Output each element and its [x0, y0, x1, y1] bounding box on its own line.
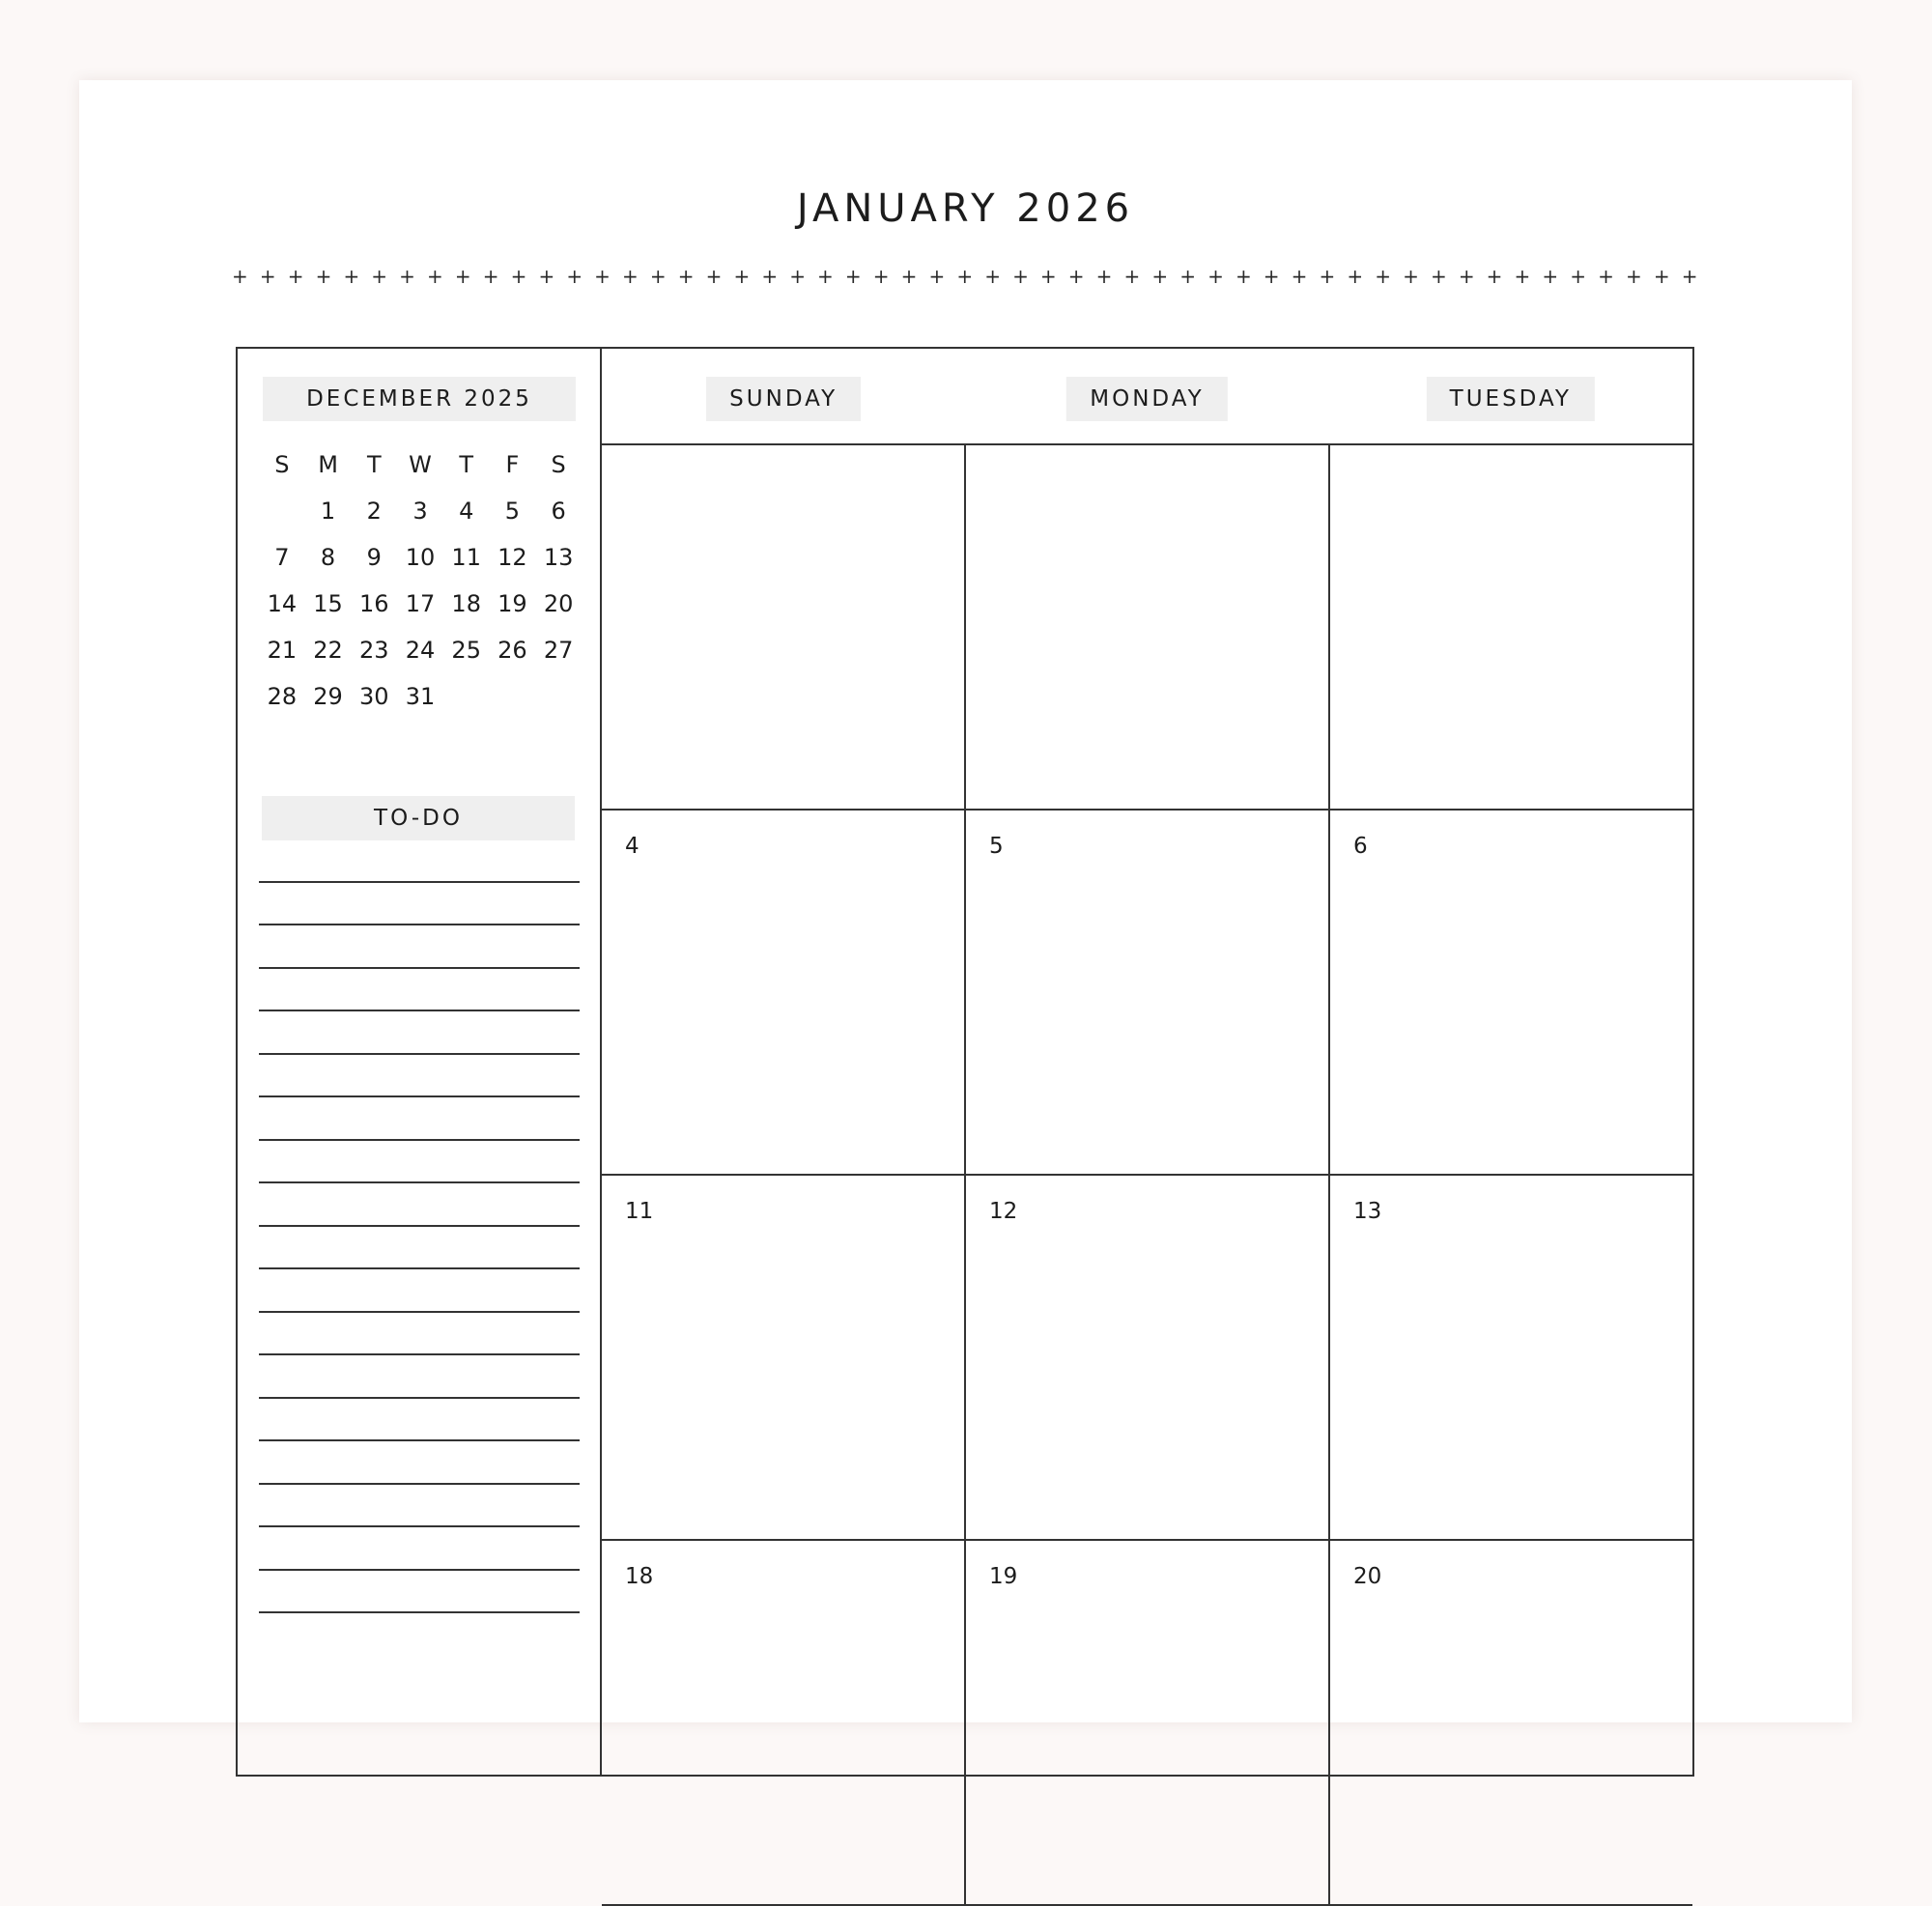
plus-icon: +	[399, 265, 415, 288]
plus-icon: +	[622, 265, 639, 288]
plus-icon: +	[1123, 265, 1141, 288]
todo-title: TO-DO	[262, 796, 575, 840]
mini-date: 7	[274, 544, 290, 571]
mini-date: 27	[543, 637, 574, 664]
mini-date: 8	[320, 544, 336, 571]
todo-line[interactable]	[259, 969, 580, 1012]
mini-date: 13	[543, 544, 574, 571]
todo-line[interactable]	[259, 1183, 580, 1227]
plus-icon: +	[1486, 265, 1503, 288]
plus-icon: +	[789, 265, 806, 288]
plus-icon: +	[454, 265, 471, 288]
plus-icon: +	[649, 265, 667, 288]
todo-line[interactable]	[259, 1141, 580, 1184]
mini-weekday-label: W	[409, 451, 432, 478]
todo-line[interactable]	[259, 1355, 580, 1399]
plus-icon: +	[1653, 265, 1670, 288]
mini-date: 20	[543, 590, 574, 617]
todo-line[interactable]	[259, 1097, 580, 1141]
plus-icon: +	[510, 265, 527, 288]
day-number: 19	[989, 1564, 1018, 1589]
planner-frame	[236, 347, 1694, 1777]
mini-date: 4	[459, 498, 474, 525]
todo-line[interactable]	[259, 1485, 580, 1528]
mini-date: 26	[497, 637, 527, 664]
mini-date: 22	[313, 637, 343, 664]
week-rows	[602, 445, 1692, 1906]
mini-weekday-label: S	[551, 451, 566, 478]
day-cell[interactable]	[966, 1541, 1330, 1904]
weekday-label: TUESDAY	[1427, 377, 1595, 421]
mini-date: 17	[405, 590, 436, 617]
plus-icon: +	[872, 265, 890, 288]
mini-date: 30	[359, 683, 389, 710]
plus-icon: +	[1067, 265, 1085, 288]
mini-date: 25	[451, 637, 481, 664]
plus-icon: +	[1235, 265, 1252, 288]
planner-page	[79, 80, 1852, 1722]
plus-icon: +	[1570, 265, 1587, 288]
mini-date: 3	[412, 498, 428, 525]
mini-date: 15	[313, 590, 343, 617]
mini-date: 19	[497, 590, 527, 617]
week-row	[602, 1176, 1692, 1541]
todo-line[interactable]	[259, 1527, 580, 1571]
mini-date: 11	[451, 544, 481, 571]
mini-date: 1	[320, 498, 336, 525]
sidebar	[238, 349, 602, 1775]
mini-weekday-label: T	[459, 451, 474, 478]
plus-icon: +	[733, 265, 751, 288]
day-cell[interactable]	[602, 1541, 966, 1904]
day-cell[interactable]	[1330, 1541, 1692, 1904]
todo-line[interactable]	[259, 1269, 580, 1313]
plus-icon: +	[844, 265, 862, 288]
plus-icon: +	[259, 265, 276, 288]
day-number: 6	[1353, 834, 1368, 859]
todo-line[interactable]	[259, 1399, 580, 1442]
month-calendar	[602, 349, 1692, 1775]
day-cell[interactable]	[966, 445, 1330, 809]
day-number: 5	[989, 834, 1004, 859]
plus-icon: +	[427, 265, 443, 288]
mini-calendar-title: DECEMBER 2025	[263, 377, 576, 421]
mini-weekday-label: M	[318, 451, 338, 478]
weekday-header-row	[602, 349, 1692, 445]
plus-icon: +	[1681, 265, 1698, 288]
plus-icon: +	[1039, 265, 1057, 288]
plus-icon: +	[1291, 265, 1308, 288]
day-cell[interactable]	[966, 811, 1330, 1174]
mini-date: 24	[405, 637, 436, 664]
plus-icon: +	[1375, 265, 1391, 288]
week-row	[602, 811, 1692, 1176]
todo-line[interactable]	[259, 1055, 580, 1098]
page-title: JANUARY 2026	[796, 186, 1135, 231]
mini-weekday-label: F	[505, 451, 520, 478]
plus-icon: +	[594, 265, 611, 288]
plus-icon: +	[705, 265, 723, 288]
day-cell[interactable]	[602, 445, 966, 809]
plus-icon: +	[956, 265, 974, 288]
plus-icon: +	[900, 265, 918, 288]
mini-date: 16	[359, 590, 389, 617]
plus-icon: +	[482, 265, 499, 288]
day-cell[interactable]	[602, 811, 966, 1174]
plus-icon: +	[232, 265, 248, 288]
plus-icon: +	[315, 265, 332, 288]
decorative-plus-divider	[232, 262, 1698, 291]
todo-line[interactable]	[259, 883, 580, 926]
mini-date: 23	[359, 637, 389, 664]
plus-icon: +	[287, 265, 304, 288]
weekday-header	[965, 349, 1328, 443]
day-number: 20	[1353, 1564, 1382, 1589]
mini-date: 18	[451, 590, 481, 617]
day-number: 11	[625, 1199, 654, 1224]
plus-icon: +	[1625, 265, 1642, 288]
mini-weekday-label: T	[366, 451, 382, 478]
weekday-label: SUNDAY	[706, 377, 861, 421]
plus-icon: +	[371, 265, 388, 288]
todo-line[interactable]	[259, 925, 580, 969]
todo-line[interactable]	[259, 1313, 580, 1356]
week-row	[602, 445, 1692, 811]
todo-list	[259, 839, 580, 1613]
plus-icon: +	[1598, 265, 1614, 288]
day-cell[interactable]	[1330, 811, 1692, 1174]
day-cell[interactable]	[1330, 445, 1692, 809]
plus-icon: +	[928, 265, 946, 288]
plus-icon: +	[1263, 265, 1280, 288]
mini-date: 31	[405, 683, 436, 710]
mini-date: 28	[267, 683, 298, 710]
day-cell[interactable]	[602, 1176, 966, 1539]
plus-icon: +	[1430, 265, 1447, 288]
mini-date: 14	[267, 590, 298, 617]
mini-date: 9	[366, 544, 382, 571]
mini-weekday-label: S	[274, 451, 290, 478]
plus-icon: +	[817, 265, 834, 288]
plus-icon: +	[1095, 265, 1113, 288]
plus-icon: +	[984, 265, 1001, 288]
mini-date: 21	[267, 637, 298, 664]
weekday-label: MONDAY	[1066, 377, 1227, 421]
plus-icon: +	[1542, 265, 1559, 288]
day-number: 12	[989, 1199, 1018, 1224]
mini-date: 5	[504, 498, 521, 525]
day-cell[interactable]	[966, 1176, 1330, 1539]
plus-icon: +	[1179, 265, 1196, 288]
day-cell[interactable]	[1330, 1176, 1692, 1539]
mini-date: 12	[497, 544, 527, 571]
plus-icon: +	[1458, 265, 1475, 288]
day-number: 13	[1353, 1199, 1382, 1224]
mini-date: 10	[405, 544, 436, 571]
mini-date: 2	[366, 498, 382, 525]
mini-calendar-grid	[259, 441, 582, 720]
plus-icon: +	[677, 265, 695, 288]
todo-line[interactable]	[259, 1011, 580, 1055]
plus-icon: +	[1319, 265, 1336, 288]
plus-icon: +	[761, 265, 779, 288]
day-number: 4	[625, 834, 639, 859]
todo-line[interactable]	[259, 1441, 580, 1485]
mini-date: 29	[313, 683, 343, 710]
plus-icon: +	[1514, 265, 1531, 288]
weekday-header	[602, 349, 965, 443]
plus-icon: +	[1403, 265, 1419, 288]
plus-icon: +	[1012, 265, 1029, 288]
plus-icon: +	[566, 265, 583, 288]
plus-icon: +	[1208, 265, 1224, 288]
plus-icon: +	[343, 265, 360, 288]
plus-icon: +	[1347, 265, 1364, 288]
todo-line[interactable]	[259, 1571, 580, 1614]
plus-icon: +	[538, 265, 555, 288]
mini-date: 6	[551, 498, 566, 525]
weekday-header	[1329, 349, 1692, 443]
day-number: 18	[625, 1564, 654, 1589]
todo-line[interactable]	[259, 839, 580, 883]
todo-line[interactable]	[259, 1227, 580, 1270]
week-row	[602, 1541, 1692, 1906]
plus-icon: +	[1151, 265, 1169, 288]
